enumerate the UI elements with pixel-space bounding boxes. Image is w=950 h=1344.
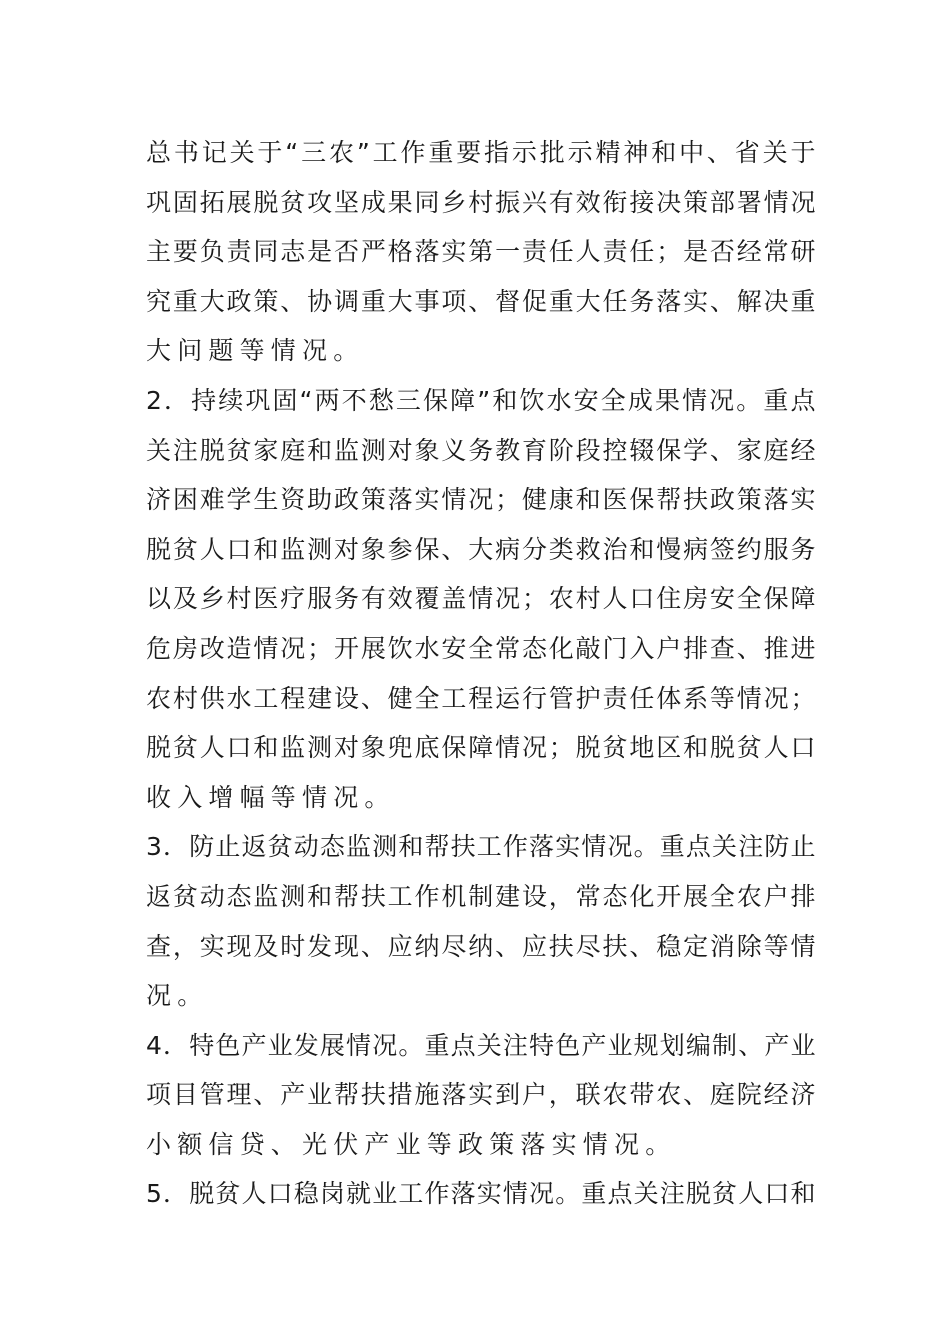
text-line: 巩固拓展脱贫攻坚成果同乡村振兴有效衔接决策部署情况 (146, 187, 816, 217)
text-line: 3．防止返贫动态监测和帮扶工作落实情况。重点关注防止 (146, 832, 816, 862)
text-line: 济困难学生资助政策落实情况；健康和医保帮扶政策落实 (146, 485, 816, 515)
text-line: 小额信贷、光伏产业等政策落实情况。 (146, 1129, 677, 1159)
text-line: 危房改造情况；开展饮水安全常态化敲门入户排查、推进 (146, 633, 816, 663)
text-line: 返贫动态监测和帮扶工作机制建设，常态化开展全农户排 (146, 881, 816, 911)
text-line: 4．特色产业发展情况。重点关注特色产业规划编制、产业 (146, 1030, 816, 1060)
text-line: 况。 (146, 981, 209, 1011)
text-line: 收入增幅等情况。 (146, 782, 396, 812)
body-text (146, 128, 816, 1219)
text-line: 大问题等情况。 (146, 336, 365, 366)
text-line: 主要负责同志是否严格落实第一责任人责任；是否经常研 (146, 237, 816, 267)
text-line: 农村供水工程建设、健全工程运行管护责任体系等情况； (146, 683, 816, 713)
text-line: 关注脱贫家庭和监测对象义务教育阶段控辍保学、家庭经 (146, 435, 816, 465)
text-line: 脱贫人口和监测对象兜底保障情况；脱贫地区和脱贫人口 (146, 733, 816, 763)
text-line: 究重大政策、协调重大事项、督促重大任务落实、解决重 (146, 286, 816, 316)
text-line: 以及乡村医疗服务有效覆盖情况；农村人口住房安全保障 (146, 584, 816, 614)
text-line: 脱贫人口和监测对象参保、大病分类救治和慢病签约服务 (146, 534, 816, 564)
text-line: 5．脱贫人口稳岗就业工作落实情况。重点关注脱贫人口和 (146, 1179, 816, 1209)
text-line: 项目管理、产业帮扶措施落实到户，联农带农、庭院经济 (146, 1080, 816, 1110)
text-line: 2．持续巩固“两不愁三保障”和饮水安全成果情况。重点 (146, 385, 816, 415)
text-line: 总书记关于“三农”工作重要指示批示精神和中、省关于 (146, 138, 816, 167)
text-line: 查，实现及时发现、应纳尽纳、应扶尽扶、稳定消除等情 (146, 931, 816, 961)
